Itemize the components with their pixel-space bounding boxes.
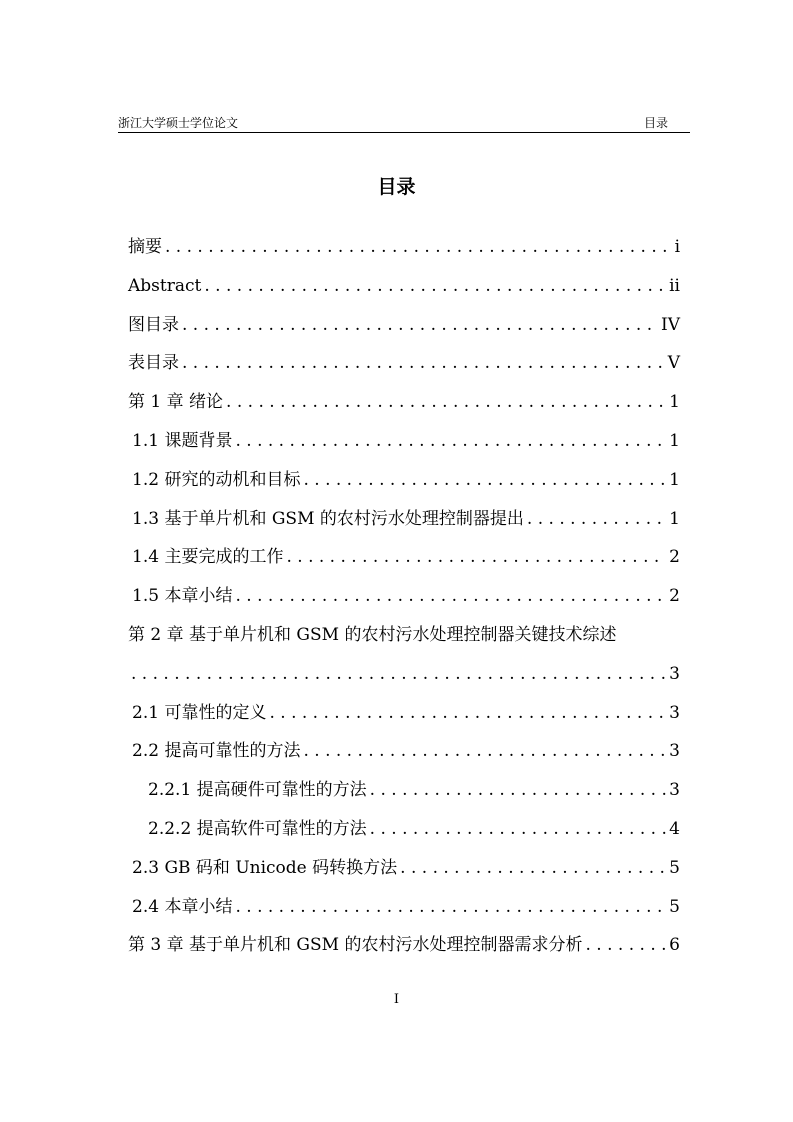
- page-title: 目录: [377, 176, 416, 198]
- table-of-contents: [128, 228, 680, 965]
- toc-leader-dots: [527, 500, 666, 539]
- toc-leader-dots: [585, 926, 666, 965]
- toc-entry-page: 1: [669, 469, 680, 490]
- toc-entry-label: 1.2 研究的动机和目标: [132, 469, 301, 490]
- toc-entry[interactable]: [128, 771, 680, 810]
- toc-entry-label: Abstract: [128, 275, 202, 296]
- toc-entry[interactable]: [128, 888, 680, 927]
- toc-leader-dots: [165, 228, 672, 267]
- toc-entry-continuation[interactable]: [128, 655, 680, 694]
- toc-entry-page: IV: [661, 314, 680, 335]
- toc-entry[interactable]: [128, 732, 680, 771]
- toc-leader-dots: [400, 849, 666, 888]
- toc-leader-dots: [226, 383, 666, 422]
- header-thesis-title: 浙江大学硕士学位论文: [118, 116, 239, 130]
- toc-entry-label: 表目录: [128, 353, 179, 374]
- toc-leader-dots: [370, 810, 667, 849]
- toc-entry-label: 2.2 提高可靠性的方法: [132, 741, 301, 762]
- toc-entry-label: 2.2.1 提高硬件可靠性的方法: [148, 780, 367, 801]
- toc-entry-page: 5: [669, 896, 680, 917]
- toc-entry[interactable]: [128, 810, 680, 849]
- toc-entry-page: 5: [669, 857, 680, 878]
- toc-leader-dots: [204, 267, 666, 306]
- toc-leader-dots: [182, 344, 665, 383]
- toc-entry[interactable]: [128, 267, 680, 306]
- toc-entry-page: 1: [669, 508, 680, 529]
- toc-entry[interactable]: [128, 422, 680, 461]
- toc-leader-dots: [235, 422, 666, 461]
- toc-leader-dots: [269, 694, 666, 733]
- toc-entry-label: 第 3 章 基于单片机和 GSM 的农村污水处理控制器需求分析: [128, 935, 583, 956]
- toc-leader-dots: [131, 655, 666, 694]
- toc-entry[interactable]: [128, 849, 680, 888]
- page-number: I: [393, 992, 400, 1007]
- toc-entry[interactable]: [128, 228, 680, 267]
- toc-entry-label: 2.3 GB 码和 Unicode 码转换方法: [132, 857, 398, 878]
- toc-entry-label: 1.5 本章小结: [132, 586, 233, 607]
- toc-entry-label: 1.1 课题背景: [132, 430, 233, 451]
- header-section-title: 目录: [643, 116, 668, 130]
- toc-entry-page: ii: [669, 275, 680, 296]
- toc-entry-label: 2.4 本章小结: [132, 896, 233, 917]
- toc-entry-label: 2.2.2 提高软件可靠性的方法: [148, 818, 367, 839]
- toc-entry-page: i: [674, 237, 680, 257]
- toc-entry[interactable]: [128, 694, 680, 733]
- toc-leader-dots: [235, 888, 666, 927]
- toc-leader-dots: [235, 577, 666, 616]
- toc-entry-page: 4: [669, 818, 680, 839]
- toc-entry-page: 3: [669, 780, 680, 801]
- toc-entry[interactable]: [128, 500, 680, 539]
- toc-entry-page: 3: [669, 741, 680, 762]
- toc-leader-dots: [303, 461, 666, 500]
- toc-entry-page: 3: [669, 702, 680, 723]
- toc-leader-dots: [286, 538, 666, 577]
- toc-entry[interactable]: [128, 306, 680, 345]
- toc-entry[interactable]: [128, 926, 680, 965]
- toc-entry-label: 1.4 主要完成的工作: [132, 547, 284, 568]
- toc-entry-label: 第 2 章 基于单片机和 GSM 的农村污水处理控制器关键技术综述: [128, 624, 617, 645]
- toc-entry-page: 3: [669, 663, 680, 684]
- toc-entry-page: 2: [669, 586, 680, 607]
- toc-entry-label: 1.3 基于单片机和 GSM 的农村污水处理控制器提出: [132, 508, 524, 529]
- toc-entry-page: 1: [669, 392, 680, 413]
- toc-entry[interactable]: [128, 461, 680, 500]
- page-header: [118, 112, 690, 133]
- toc-entry[interactable]: [128, 344, 680, 383]
- toc-leader-dots: [303, 732, 666, 771]
- toc-entry-label: 第 1 章 绪论: [128, 392, 224, 413]
- toc-entry-label: 图目录: [128, 314, 179, 335]
- toc-entry-page: 1: [669, 430, 680, 451]
- toc-leader-dots: [182, 306, 658, 345]
- toc-entry-label: 2.1 可靠性的定义: [132, 702, 267, 723]
- toc-entry-label: 摘要: [128, 237, 162, 257]
- toc-entry[interactable]: [128, 383, 680, 422]
- toc-entry[interactable]: [128, 616, 680, 655]
- toc-entry-page: 2: [669, 547, 680, 568]
- toc-entry[interactable]: [128, 577, 680, 616]
- toc-entry-page: 6: [669, 935, 680, 956]
- toc-entry[interactable]: [128, 538, 680, 577]
- toc-entry-page: V: [667, 353, 680, 374]
- toc-leader-dots: [370, 771, 667, 810]
